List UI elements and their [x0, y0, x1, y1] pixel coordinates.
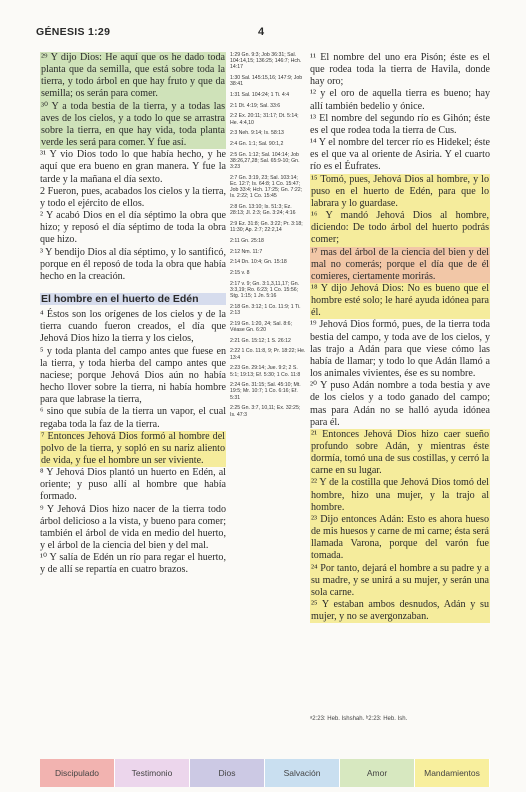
verse-2-14: ¹⁴ Y el nombre del tercer río es Hidekel; éste es el que va al oriente de Asiria. Y el cuarto río es el Éufrates.: [310, 137, 490, 173]
cross-ref: 2:24 Gn. 31:15; Sal. 45:10; Mt. 19:5; Mr. 10:7; 1 Co. 6:16; Ef. 5:31: [230, 382, 301, 401]
cross-ref: 2:19 Gn. 1:20, 24; Sal. 8:6; Véase Gn. 6:20: [230, 320, 293, 333]
cross-ref: 2:11 Gn. 25:18: [230, 237, 264, 244]
tab-discipulado: Discipulado: [40, 759, 115, 787]
verse-2-17: ¹⁷ mas del árbol de la ciencia del bien y del mal no comerás; porque el día que de él comieres, ciertamente morirás.: [311, 246, 489, 282]
verse-2-19: ¹⁹ Jehová Dios formó, pues, de la tierra toda bestia del campo, y toda ave de los cielos, y las trajo a Adán para que viese cómo las había de llamar; y todo lo que Adán llamó a los animales vivientes, ése es su nombre.: [310, 319, 490, 380]
tab-salvacion: Salvación: [265, 759, 340, 787]
cross-ref: 2:3 Neh. 9:14; Is. 58:13: [230, 130, 284, 137]
left-column: [40, 52, 226, 577]
tab-amor: Amor: [340, 759, 415, 787]
cross-ref: 2:2 Ex. 20:11; 31:17; Dt. 5:14; He. 4:4,10: [230, 113, 299, 126]
cross-ref: 1:31 Sal. 104:24; 1 Ti. 4:4: [230, 92, 290, 99]
color-legend-tabs: [40, 759, 490, 787]
tab-mandamientos: Mandamientos: [415, 759, 490, 787]
cross-ref: 2:5 Gn. 1:12; Sal. 104:14; Job 38:26,27,28; Sal. 65:9-10; Gn. 3:23: [230, 151, 300, 171]
cross-ref: 2:23 Gn. 29:14; Jue. 9:2; 2 S. 5:1; 19:13; Ef. 5:30; 1 Co. 11:8: [230, 365, 301, 378]
cross-ref: 2:22 1 Co. 11:8, 9; Pr. 18:22; He. 13:4: [230, 348, 306, 361]
verse-2-7: ⁷ Entonces Jehová Dios formó al hombre del polvo de la tierra, y sopló en su nariz aliento de vida, y fue el hombre un ser viviente.: [41, 430, 225, 466]
verse-2-20: ²⁰ Y puso Adán nombre a toda bestia y ave de los cielos y a todo ganado del campo; mas para Adán no se halló ayuda idónea para él.: [310, 380, 490, 428]
cross-references: [230, 52, 306, 422]
cross-ref: 2:18 Gn. 3:12; 1 Co. 11:9; 1 Ti. 2:13: [230, 303, 301, 317]
verse-2-10: ¹⁰ Y salía de Edén un río para regar el huerto, y de allí se repartía en cuatro brazos.: [40, 552, 226, 576]
cross-ref: 2:14 Dn. 10:4; Gn. 15:18: [230, 259, 287, 266]
cross-ref: 2:12 Nm. 11:7: [230, 248, 263, 255]
cross-ref: 2:8 Gn. 13:10; Is. 51:3; Ez. 28:13; Jl. 2:3; Gn. 3:24; 4:16: [230, 204, 296, 217]
verse-2-23: ²³ Dijo entonces Adán: Esto es ahora hueso de mis huesos y carne de mi carne; ésta será llamada Varona, porque del varón fue tomada.: [311, 513, 489, 562]
verse-2-24: ²⁴ Por tanto, dejará el hombre a su padre y a su madre, y se unirá a su mujer, y serán una sola carne.: [311, 562, 489, 598]
verse-1-29: ²⁹ Y dijo Dios: He aquí que os he dado toda planta que da semilla, que está sobre toda la tierra, y todo árbol en que hay fruto y que da semilla; os serán para comer.: [41, 52, 225, 100]
verse-2-6: ⁶ sino que subía de la tierra un vapor, el cual regaba toda la faz de la tierra.: [40, 406, 226, 430]
verse-2-8: ⁸ Y Jehová Dios plantó un huerto en Edén, al oriente; y puso allí al hombre que había formado.: [40, 467, 226, 503]
verse-2-2: ² Y acabó Dios en el día séptimo la obra que hizo; y reposó el día séptimo de toda la obra que hizo.: [40, 210, 226, 246]
cross-ref: 2:4 Gn. 1:1; Sal. 90:1,2: [230, 141, 284, 148]
footnote: ᵃ2:23: Heb. Ishshah. ᵇ2:23: Heb. Ish.: [310, 716, 408, 722]
verse-2-15: ¹⁵ Tomó, pues, Jehová Dios al hombre, y lo puso en el huerto de Edén, para que lo labrara y lo guardase.: [311, 173, 489, 209]
verse-2-4: ⁴ Éstos son los orígenes de los cielos y de la tierra cuando fueron creados, el día que Jehová Dios hizo la tierra y los cielos,: [40, 309, 226, 345]
verse-2-16: ¹⁶ Y mandó Jehová Dios al hombre, diciendo: De todo árbol del huerto podrás comer;: [311, 210, 489, 246]
verse-2-25: ²⁵ Y estaban ambos desnudos, Adán y su mujer, y no se avergonzaban.: [311, 599, 489, 623]
verse-1-30: ³⁰ Y a toda bestia de la tierra, y a todas las aves de los cielos, y a todo lo que se arrastra sobre la tierra, en que hay vida, toda planta verde les será para comer. Y fue así.: [41, 100, 225, 149]
page-header: [0, 0, 526, 40]
tab-testimonio: Testimonio: [115, 759, 190, 787]
cross-ref: 2:25 Gn. 3:7, 10,11; Ex. 32:25; Is. 47:3: [230, 405, 301, 418]
right-column: [310, 52, 490, 623]
verse-2-1: 2 Fueron, pues, acabados los cielos y la tierra, y todo el ejército de ellos.: [40, 185, 226, 209]
verse-2-13: ¹³ El nombre del segundo río es Gihón; éste es el que rodea toda la tierra de Cus.: [310, 112, 490, 136]
cross-ref: 2:21 Gn. 15:12; 1 S. 26:12: [230, 337, 291, 344]
cross-ref: 2:9 Ez. 31:8; Gn. 3:22; Pr. 3:18; 11:30; Ap. 2:7; 22:2,14: [230, 221, 303, 234]
section-heading: El hombre en el huerto de Edén: [40, 293, 226, 305]
verse-2-3: ³ Y bendijo Dios al día séptimo, y lo santificó, porque en él reposó de toda la obra que había hecho en la creación.: [40, 246, 226, 282]
cross-ref: 1:29 Gn. 9:3; Job 36:31; Sal. 104:14,15; 136:25; 146:7; Hch. 14:17: [230, 52, 302, 71]
verse-2-18: ¹⁸ Y dijo Jehová Dios: No es bueno que el hombre esté solo; le haré ayuda idónea para él.: [311, 282, 489, 319]
verse-2-9: ⁹ Y Jehová Dios hizo nacer de la tierra todo árbol delicioso a la vista, y bueno para comer; también el árbol de vida en medio del huerto, y el árbol de la ciencia del bien y del mal.: [40, 503, 226, 552]
verse-2-21: ²¹ Entonces Jehová Dios hizo caer sueño profundo sobre Adán, y mientras éste dormía, tomó una de sus costillas, y cerró la carne en su lugar.: [311, 428, 489, 477]
cross-ref: 2:17 v. 9; Gn. 3:1,3,11,17; Gn. 3:3,19; Ro. 6:23; 1 Co. 15:56; Stg. 1:15; 1 Jn. 5:16: [230, 280, 300, 300]
tab-dios: Dios: [190, 759, 265, 787]
cross-ref: 2:1 Dt. 4:19; Sal. 33:6: [230, 102, 281, 109]
chapter-reference: GÉNESIS 1:29: [36, 26, 111, 38]
cross-ref: 2:7 Gn. 3:19, 23; Sal. 103:14; Ec. 12:7; Is. 64:8; 1 Co. 15:47; Job 33:4; Hch. 17:25; Gn. 7:22; Is. 2:22; 1 Co. 15:45: [230, 174, 303, 200]
cross-ref: 2:15 v. 8: [230, 270, 250, 277]
verse-2-11: ¹¹ El nombre del uno era Pisón; éste es el que rodea toda la tierra de Havila, donde hay oro;: [310, 52, 490, 88]
verse-1-31: ³¹ Y vio Dios todo lo que había hecho, y he aquí que era bueno en gran manera. Y fue la tarde y la mañana el día sexto.: [40, 149, 226, 185]
verse-2-12: ¹² y el oro de aquella tierra es bueno; hay allí también bedelio y ónice.: [310, 88, 490, 112]
verse-2-5: ⁵ y toda planta del campo antes que fuese en la tierra, y toda hierba del campo antes que naciese; porque Jehová Dios aún no había hecho llover sobre la tierra, ni había hombre para que labrase la tierra,: [40, 345, 226, 406]
page-number: 4: [258, 26, 265, 38]
cross-ref: 1:30 Sal. 145:15,16; 147:9; Job 38:41: [230, 75, 303, 88]
verse-2-22: ²² Y de la costilla que Jehová Dios tomó del hombre, hizo una mujer, y la trajo al hombre.: [311, 477, 489, 513]
